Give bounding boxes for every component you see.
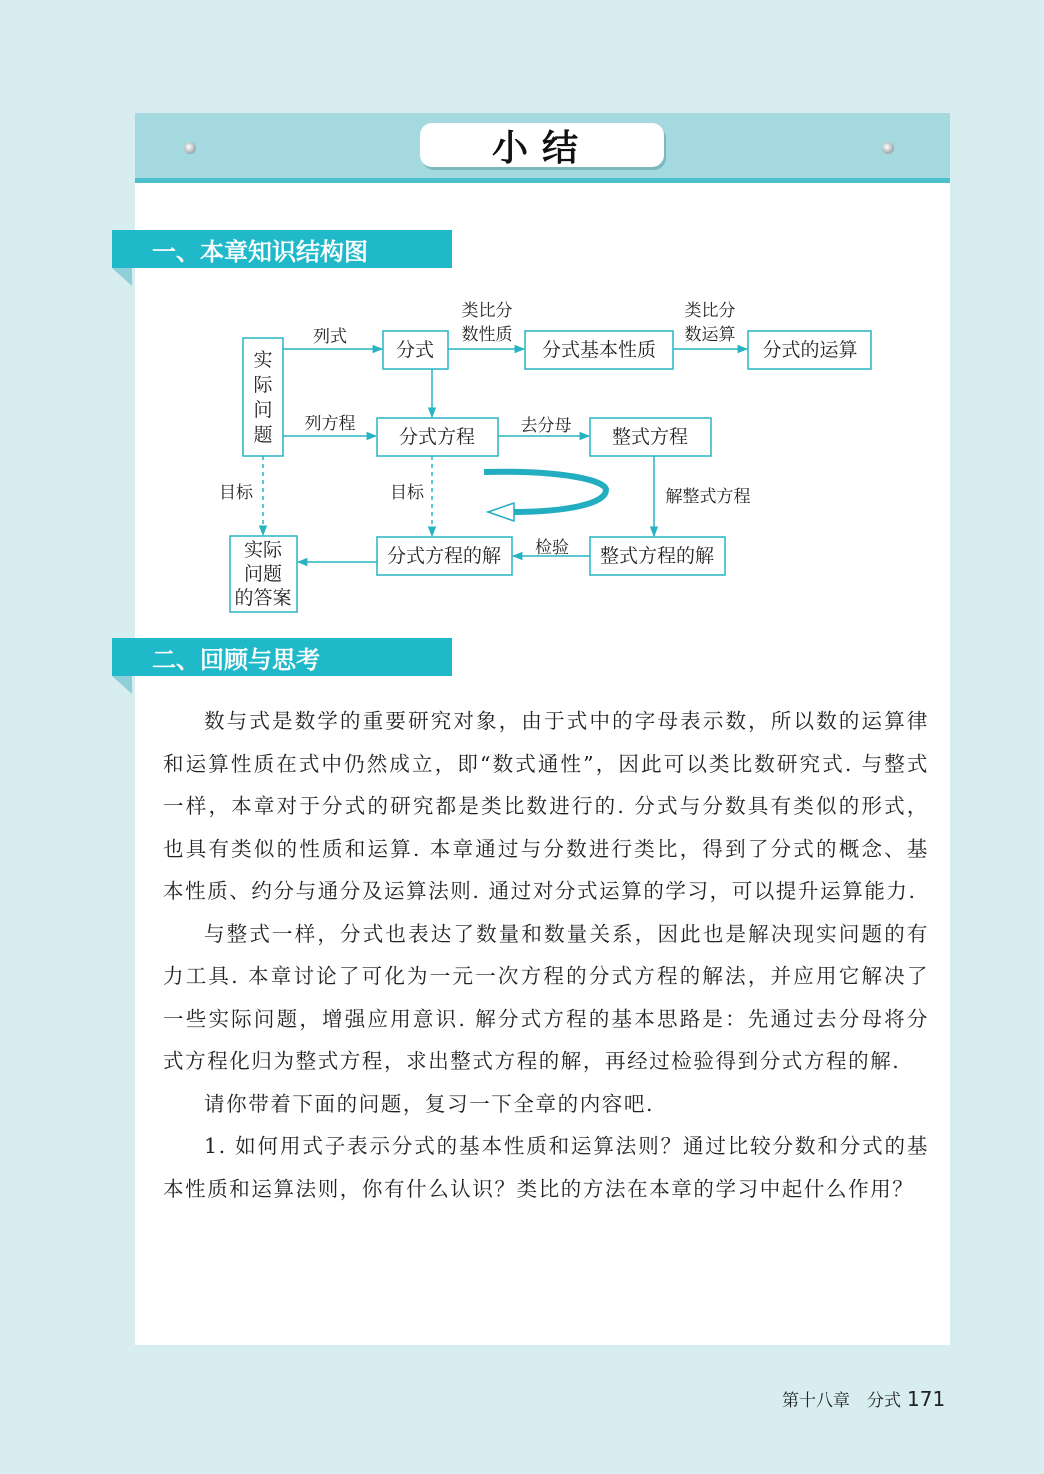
node-jiben: 分式基本性质	[541, 339, 657, 361]
section-fold-decoration	[112, 676, 132, 694]
node-answer-line1: 实际	[243, 539, 283, 561]
node-answer-line2: 问题	[243, 563, 283, 585]
label-qfm: 去分母	[520, 416, 572, 436]
label-lbys-2: 数运算	[684, 325, 736, 345]
label-liefc: 列方程	[304, 414, 356, 434]
label-mubiao-2: 目标	[390, 483, 424, 503]
node-yunsuan: 分式的运算	[762, 339, 858, 361]
page-number: 171	[907, 1387, 946, 1411]
review-text	[163, 700, 929, 1210]
label-lbxz-2: 数性质	[461, 325, 513, 345]
section-heading-review: 二、回顾与思考	[112, 638, 452, 676]
paragraph-1: 数与式是数学的重要研究对象，由于式中的字母表示数，所以数的运算律和运算性质在式中仍然成立，即“数式通性”，因此可以类比数研究式. 与整式一样，本章对于分式的研究都是类比数进行的. 分式与分数具有类似的形式，也具有类似的性质和运算. 本章通过与分数进行类比，得到了分式的概念、基本性质、约分与通分及运算法则. 通过对分式运算的学习，可以提升运算能力.	[163, 709, 929, 903]
node-shiji-char-3: 问	[253, 399, 273, 421]
node-zhengshi: 整式方程	[611, 426, 689, 448]
node-fc-jie: 分式方程的解	[386, 545, 502, 567]
node-shiji-char-2: 际	[253, 374, 273, 396]
node-answer-line3: 的答案	[234, 587, 292, 609]
node-shiji-char-4: 题	[253, 424, 273, 446]
binder-hole-right-icon	[882, 142, 894, 154]
node-zs-jie: 整式方程的解	[599, 545, 715, 567]
label-lbxz-1: 类比分	[461, 301, 513, 321]
label-mubiao-1: 目标	[219, 483, 253, 503]
section-heading-structure: 一、本章知识结构图	[112, 230, 452, 268]
binder-hole-left-icon	[184, 142, 196, 154]
title-band-underline	[135, 178, 950, 183]
section-fold-decoration	[112, 268, 132, 286]
label-lieshi: 列式	[313, 327, 347, 347]
paragraph-3: 请你带着下面的问题，复习一下全章的内容吧.	[204, 1091, 655, 1116]
paragraph-4: 1. 如何用式子表示分式的基本性质和运算法则？通过比较分数和分式的基本性质和运算法则，你有什么认识？类比的方法在本章的学习中起什么作用？	[163, 1134, 929, 1201]
chapter-label: 第十八章 分式	[782, 1391, 901, 1411]
label-jianyan: 检验	[535, 538, 569, 558]
node-shiji-char-1: 实	[253, 349, 273, 371]
node-fangcheng: 分式方程	[398, 426, 476, 448]
page-footer	[782, 1386, 945, 1411]
paragraph-2: 与整式一样，分式也表达了数量和数量关系，因此也是解决现实问题的有力工具. 本章讨论了可化为一元一次方程的分式方程的解法，并应用它解决了一些实际问题，增强应用意识. 解分式方程的基本思路是：先通过去分母将分式方程化归为整式方程，求出整式方程的解，再经过检验得到分式方程的解.	[163, 921, 929, 1073]
label-jiezs: 解整式方程	[665, 487, 751, 507]
page-title: 小结	[420, 123, 664, 167]
label-lbys-1: 类比分	[684, 301, 736, 321]
node-fenshi: 分式	[395, 339, 435, 361]
